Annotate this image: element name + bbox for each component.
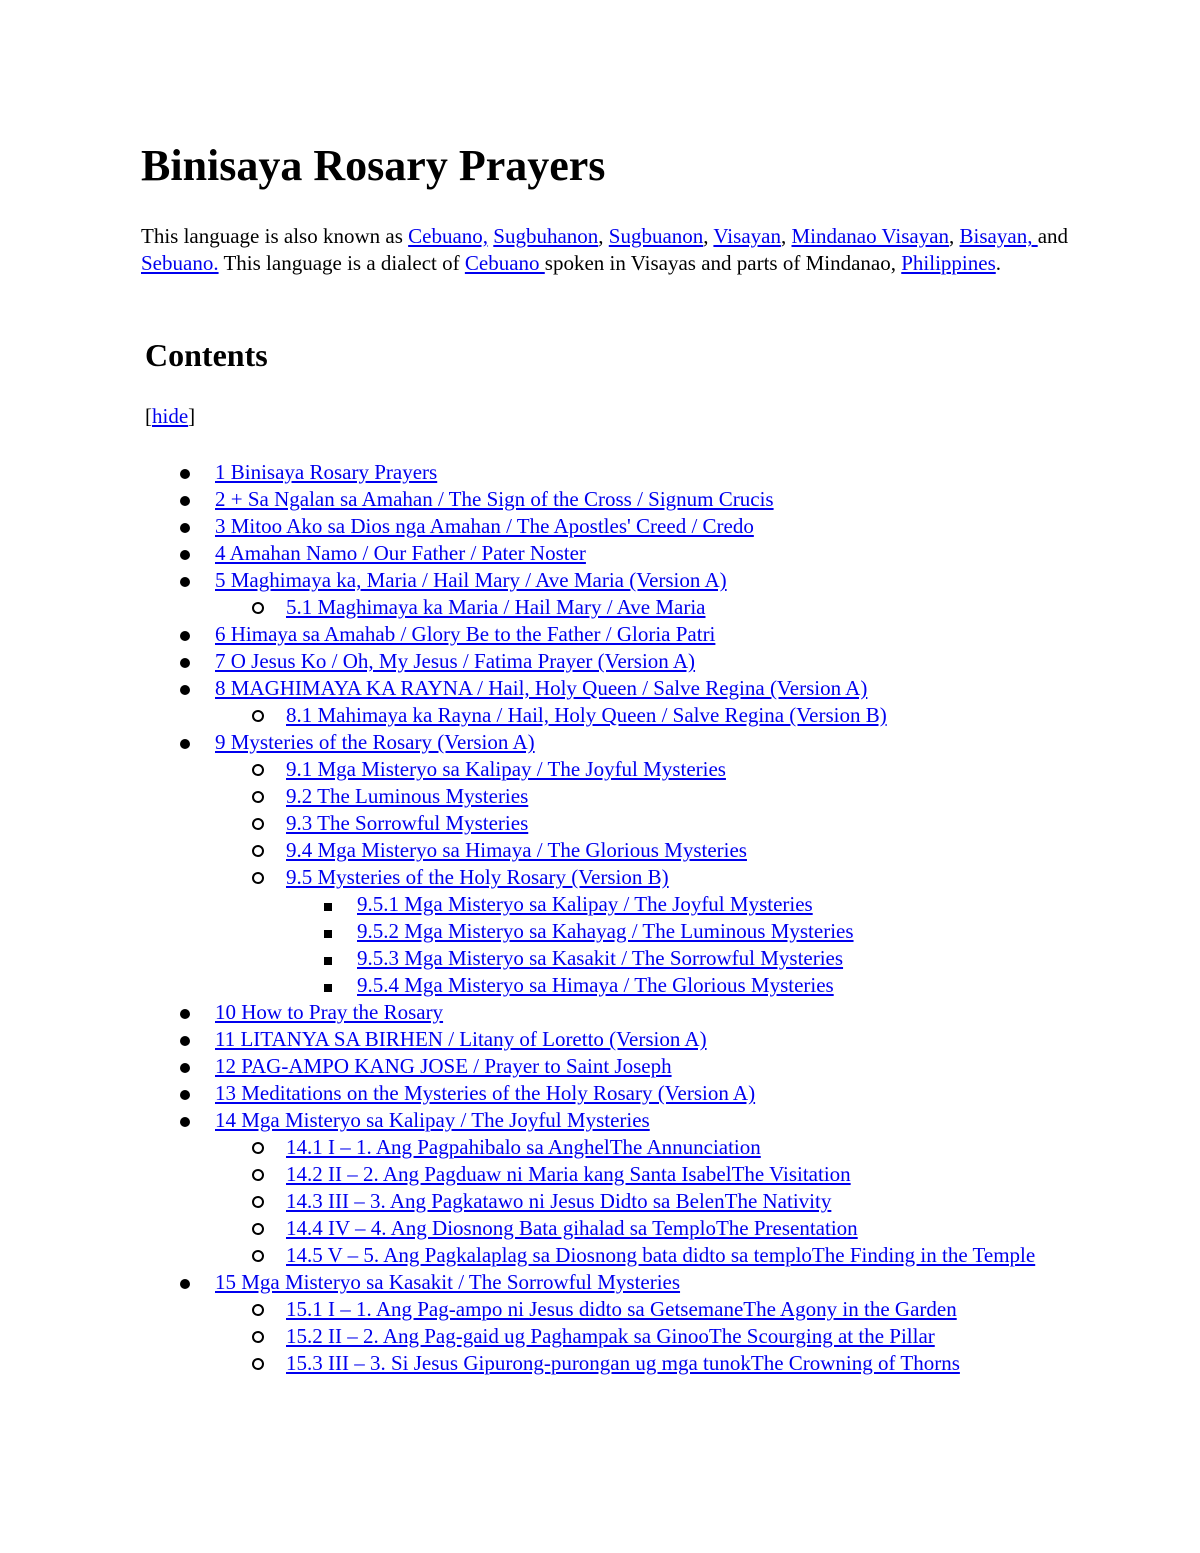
toc-link[interactable]: 3 Mitoo Ako sa Dios nga Amahan / The Apostles' Creed / Credo <box>215 514 754 538</box>
bullet-circle-icon <box>248 1215 268 1242</box>
toc-link[interactable]: 7 O Jesus Ko / Oh, My Jesus / Fatima Prayer (Version A) <box>215 649 696 673</box>
bullet-disc-icon <box>175 540 195 567</box>
toc-link[interactable]: 15.3 III – 3. Si Jesus Gipurong-purongan ug mga tunokThe Crowning of Thorns <box>286 1351 960 1375</box>
toc-item <box>0 1134 1200 1161</box>
toc-link[interactable]: 14.3 III – 3. Ang Pagkatawo ni Jesus Didto sa BelenThe Nativity <box>286 1189 832 1213</box>
bullet-disc-icon <box>175 567 195 594</box>
toc-link[interactable]: 10 How to Pray the Rosary <box>215 1000 444 1024</box>
toc-item <box>0 621 1200 648</box>
toc-link[interactable]: 9.5.3 Mga Misteryo sa Kasakit / The Sorrowful Mysteries <box>357 946 844 970</box>
link-sebuano[interactable]: Sebuano. <box>141 251 219 275</box>
bullet-circle-icon <box>248 783 268 810</box>
bullet-disc-icon <box>175 1107 195 1134</box>
toc-item <box>0 1053 1200 1080</box>
toc-item <box>0 486 1200 513</box>
link-cebuano[interactable]: Cebuano, <box>408 224 489 248</box>
toc-item <box>0 513 1200 540</box>
toc-link[interactable]: 1 Binisaya Rosary Prayers <box>215 460 438 484</box>
bullet-disc-icon <box>175 1080 195 1107</box>
toc-link[interactable]: 9.2 The Luminous Mysteries <box>286 784 529 808</box>
bullet-disc-icon <box>175 1053 195 1080</box>
intro-text: This language is a dialect of <box>218 251 465 275</box>
toc-link[interactable]: 12 PAG-AMPO KANG JOSE / Prayer to Saint Joseph <box>215 1054 672 1078</box>
bullet-disc-icon <box>175 729 195 756</box>
toc-item <box>0 783 1200 810</box>
bullet-square-icon <box>318 918 338 945</box>
toc-link[interactable]: 15.1 I – 1. Ang Pag-ampo ni Jesus didto sa GetsemaneThe Agony in the Garden <box>286 1297 957 1321</box>
bullet-circle-icon <box>248 594 268 621</box>
toc-link[interactable]: 15 Mga Misteryo sa Kasakit / The Sorrowful Mysteries <box>215 1270 681 1294</box>
bullet-circle-icon <box>248 837 268 864</box>
toc-item <box>0 567 1200 594</box>
toc-link[interactable]: 14.2 II – 2. Ang Pagduaw ni Maria kang Santa IsabelThe Visitation <box>286 1162 851 1186</box>
bullet-square-icon <box>318 891 338 918</box>
bracket-close: ] <box>188 404 196 428</box>
toc-item <box>0 648 1200 675</box>
toc-link[interactable]: 11 LITANYA SA BIRHEN / Litany of Loretto (Version A) <box>215 1027 707 1051</box>
bullet-disc-icon <box>175 513 195 540</box>
bullet-circle-icon <box>248 1161 268 1188</box>
bullet-circle-icon <box>248 810 268 837</box>
toc-link[interactable]: 9.5.2 Mga Misteryo sa Kahayag / The Luminous Mysteries <box>357 919 854 943</box>
intro-text: , <box>598 224 609 248</box>
toc-item <box>0 972 1200 999</box>
bullet-circle-icon <box>248 702 268 729</box>
bracket-open: [ <box>145 404 152 428</box>
toc-item <box>0 1269 1200 1296</box>
bullet-disc-icon <box>175 999 195 1026</box>
toc-link[interactable]: 6 Himaya sa Amahab / Glory Be to the Father / Gloria Patri <box>215 622 716 646</box>
toc-item <box>0 999 1200 1026</box>
toc-item <box>0 459 1200 486</box>
toc-item <box>0 1296 1200 1323</box>
toc-link[interactable]: 8.1 Mahimaya ka Rayna / Hail, Holy Queen / Salve Regina (Version B) <box>286 703 887 727</box>
toc-item <box>0 1350 1200 1377</box>
hide-toc-link[interactable]: hide <box>152 404 189 428</box>
toc-link[interactable]: 9.5 Mysteries of the Holy Rosary (Version B) <box>286 865 669 889</box>
toc-item <box>0 729 1200 756</box>
intro-text: , <box>703 224 714 248</box>
toc-link[interactable]: 14 Mga Misteryo sa Kalipay / The Joyful Mysteries <box>215 1108 650 1132</box>
bullet-disc-icon <box>175 1026 195 1053</box>
toc-link[interactable]: 9.4 Mga Misteryo sa Himaya / The Glorious Mysteries <box>286 838 747 862</box>
toc-link[interactable]: 8 MAGHIMAYA KA RAYNA / Hail, Holy Queen / Salve Regina (Version A) <box>215 676 868 700</box>
toc-link[interactable]: 9.1 Mga Misteryo sa Kalipay / The Joyful Mysteries <box>286 757 726 781</box>
toc-link[interactable]: 14.4 IV – 4. Ang Diosnong Bata gihalad sa TemploThe Presentation <box>286 1216 858 1240</box>
bullet-disc-icon <box>175 486 195 513</box>
toc-link[interactable]: 9 Mysteries of the Rosary (Version A) <box>215 730 535 754</box>
intro-text: . <box>995 251 1002 275</box>
toc-link[interactable]: 9.3 The Sorrowful Mysteries <box>286 811 529 835</box>
intro-text: and <box>1037 224 1069 248</box>
bullet-disc-icon <box>175 459 195 486</box>
toc-link[interactable]: 14.1 I – 1. Ang Pagpahibalo sa AnghelThe Annunciation <box>286 1135 761 1159</box>
intro-text: , <box>780 224 792 248</box>
toc-link[interactable]: 4 Amahan Namo / Our Father / Pater Noster <box>215 541 586 565</box>
bullet-disc-icon <box>175 648 195 675</box>
toc-link[interactable]: 5 Maghimaya ka, Maria / Hail Mary / Ave Maria (Version A) <box>215 568 727 592</box>
toc-link[interactable]: 2 + Sa Ngalan sa Amahan / The Sign of the Cross / Signum Crucis <box>215 487 774 511</box>
toc-item <box>0 702 1200 729</box>
bullet-square-icon <box>318 972 338 999</box>
toc-item <box>0 1188 1200 1215</box>
toc-link[interactable]: 9.5.4 Mga Misteryo sa Himaya / The Glorious Mysteries <box>357 973 834 997</box>
link-sugbuhanon[interactable]: Sugbuhanon <box>493 224 599 248</box>
toc-item <box>0 891 1200 918</box>
bullet-circle-icon <box>248 1350 268 1377</box>
toc-item <box>0 1323 1200 1350</box>
bullet-circle-icon <box>248 756 268 783</box>
contents-heading: Contents <box>145 337 268 373</box>
toc-link[interactable]: 5.1 Maghimaya ka Maria / Hail Mary / Ave Maria <box>286 595 706 619</box>
toc-item <box>0 1242 1200 1269</box>
toc-item <box>0 864 1200 891</box>
bullet-circle-icon <box>248 1134 268 1161</box>
toc-item <box>0 1026 1200 1053</box>
toc-item <box>0 918 1200 945</box>
toc-item <box>0 945 1200 972</box>
toc-link[interactable]: 15.2 II – 2. Ang Pag-gaid ug Paghampak sa GinooThe Scourging at the Pillar <box>286 1324 935 1348</box>
toc-item <box>0 675 1200 702</box>
link-visayan[interactable]: Visayan <box>713 224 781 248</box>
toc-link[interactable]: 14.5 V – 5. Ang Pagkalaplag sa Diosnong bata didto sa temploThe Finding in the Temple <box>286 1243 1036 1267</box>
bullet-disc-icon <box>175 621 195 648</box>
toc-item <box>0 837 1200 864</box>
toc-link[interactable]: 13 Meditations on the Mysteries of the Holy Rosary (Version A) <box>215 1081 756 1105</box>
link-sugbuanon[interactable]: Sugbuanon <box>608 224 704 248</box>
intro-text: This language is also known as <box>141 224 409 248</box>
toc-item <box>0 1080 1200 1107</box>
link-mindanao-visayan[interactable]: Mindanao Visayan <box>791 224 950 248</box>
toc-item <box>0 1215 1200 1242</box>
toc-item <box>0 1161 1200 1188</box>
bullet-circle-icon <box>248 1188 268 1215</box>
table-of-contents <box>0 459 1200 1377</box>
bullet-disc-icon <box>175 675 195 702</box>
bullet-circle-icon <box>248 1242 268 1269</box>
link-philippines[interactable]: Philippines <box>901 251 996 275</box>
toc-item <box>0 1107 1200 1134</box>
page-title: Binisaya Rosary Prayers <box>141 141 606 190</box>
toc-item <box>0 540 1200 567</box>
link-bisayan[interactable]: Bisayan, <box>959 224 1038 248</box>
toc-item <box>0 594 1200 621</box>
bullet-disc-icon <box>175 1269 195 1296</box>
toc-toggle <box>145 403 195 430</box>
bullet-circle-icon <box>248 1296 268 1323</box>
bullet-circle-icon <box>248 864 268 891</box>
bullet-square-icon <box>318 945 338 972</box>
toc-link[interactable]: 9.5.1 Mga Misteryo sa Kalipay / The Joyful Mysteries <box>357 892 813 916</box>
toc-item <box>0 810 1200 837</box>
intro-text: , <box>949 224 960 248</box>
intro-text: spoken in Visayas and parts of Mindanao, <box>544 251 902 275</box>
link-cebuano-dialect[interactable]: Cebuano <box>464 251 545 275</box>
bullet-circle-icon <box>248 1323 268 1350</box>
intro-paragraph <box>141 223 1071 277</box>
toc-item <box>0 756 1200 783</box>
